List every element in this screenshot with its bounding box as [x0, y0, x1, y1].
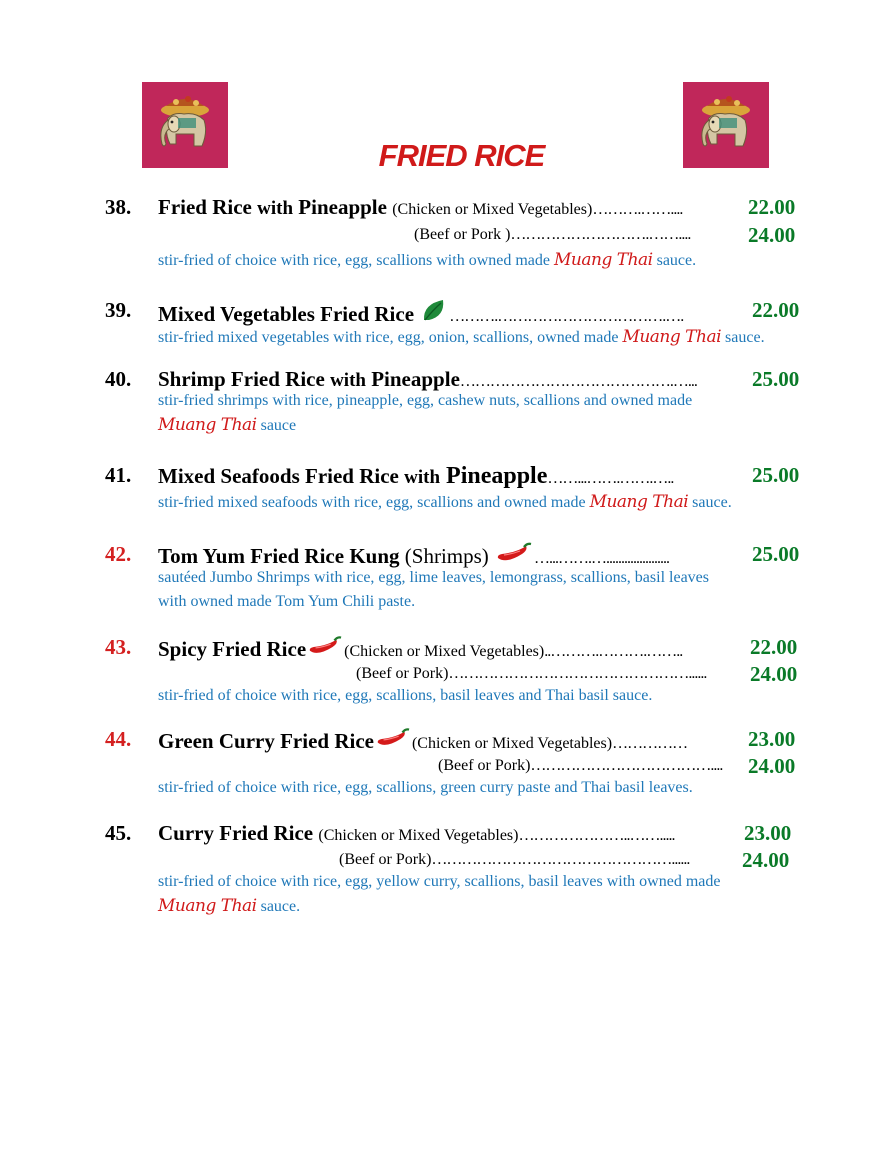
- menu-item-45-option2: (Beef or Pork)…………………………………………...... 24.00: [339, 848, 790, 872]
- menu-item-43-option2: (Beef or Pork)…………………………………………...... 24.00: [356, 662, 798, 686]
- item-number: 41.: [105, 463, 132, 487]
- item-price: 22.00: [748, 195, 796, 219]
- brand-name: Muang Thai: [622, 327, 722, 347]
- item-name: Green Curry Fried Rice: [158, 729, 374, 753]
- menu-item-42: 42. Tom Yum Fried Rice Kung (Shrimps) …...…….…..................... 25.00: [105, 542, 800, 568]
- item-description: stir-fried of choice with rice, egg, scallions, basil leaves and Thai basil sauce.: [158, 687, 653, 704]
- menu-item-39: 39. Mixed Vegetables Fried Rice ……….…………………………….…. 22.00: [105, 298, 800, 326]
- page-title: FRIED RICE: [378, 138, 545, 173]
- brand-name: Muang Thai: [554, 250, 653, 270]
- chili-pepper-icon: [496, 542, 532, 566]
- menu-item-43: 43. Spicy Fried Rice (Chicken or Mixed Vegetables)..……….……….…….. 22.00: [105, 635, 798, 661]
- item-option: (Beef or Pork): [339, 851, 432, 868]
- item-description: stir-fried of choice with rice, egg, scallions, green curry paste and Thai basil leaves.: [158, 779, 693, 796]
- menu-item-45: 45. Curry Fried Rice (Chicken or Mixed Vegetables)…………………..……..... 23.00: [105, 821, 792, 845]
- item-description: stir-fried mixed vegetables with rice, egg, onion, scallions, owned made Muang Thai sauce.: [158, 327, 765, 347]
- item-description: stir-fried mixed seafoods with rice, egg, scallions and owned made Muang Thai sauce.: [158, 492, 732, 512]
- item-price: 25.00: [752, 367, 800, 391]
- item-price: 24.00: [748, 754, 796, 778]
- brand-name: Muang Thai: [158, 415, 257, 435]
- brand-name: Muang Thai: [158, 896, 257, 916]
- item-price: 24.00: [748, 223, 796, 247]
- leaf-icon: [421, 298, 447, 324]
- item-name: Shrimp Fried Rice with Pineapple: [158, 367, 460, 391]
- item-price: 24.00: [750, 662, 798, 686]
- item-description: sautéed Jumbo Shrimps with rice, egg, lime leaves, lemongrass, scallions, basil leaves with owned made Tom Yum Chili paste.: [158, 569, 709, 610]
- item-price: 23.00: [748, 727, 796, 751]
- item-option: (Beef or Pork): [438, 757, 531, 774]
- item-price: 22.00: [750, 635, 798, 659]
- menu-item-38: 38. Fried Rice with Pineapple (Chicken or Mixed Vegetables)……….…….... 22.00: [105, 195, 796, 219]
- item-price: 22.00: [752, 298, 800, 322]
- item-price: 23.00: [744, 821, 792, 845]
- menu-item-38-option2: (Beef or Pork )……………………….…….... 24.00: [414, 223, 796, 247]
- item-name: Mixed Seafoods Fried Rice with Pineapple: [158, 463, 548, 489]
- item-name: Curry Fried Rice: [158, 821, 314, 845]
- item-number: 44.: [105, 727, 132, 751]
- item-option: (Beef or Pork): [356, 665, 449, 682]
- item-number: 45.: [105, 821, 132, 845]
- item-option: (Chicken or Mixed Vegetables): [411, 735, 613, 752]
- item-name: Spicy Fried Rice: [158, 637, 307, 661]
- menu-item-44-option2: (Beef or Pork)……………………………….... 24.00: [438, 754, 796, 778]
- item-name: Fried Rice with Pineapple: [158, 195, 387, 219]
- item-price: 24.00: [742, 848, 790, 872]
- chili-pepper-icon: [308, 635, 342, 659]
- item-number: 40.: [105, 367, 132, 391]
- item-option: (Beef or Pork ): [414, 226, 511, 243]
- item-price: 25.00: [752, 463, 800, 487]
- chili-pepper-icon: [376, 727, 410, 751]
- item-description: stir-fried of choice with rice, egg, scallions with owned made Muang Thai sauce.: [158, 250, 697, 270]
- item-option: (Shrimps): [404, 544, 489, 568]
- menu-item-40: 40. Shrimp Fried Rice with Pineapple…………………………………….…... 25.00: [105, 367, 800, 391]
- item-option: (Chicken or Mixed Vegetables): [318, 827, 519, 844]
- item-name: Tom Yum Fried Rice Kung: [158, 544, 400, 568]
- item-name: Mixed Vegetables Fried Rice: [158, 302, 415, 326]
- item-option: (Chicken or Mixed Vegetables): [344, 643, 545, 660]
- menu-item-44: 44. Green Curry Fried Rice (Chicken or Mixed Vegetables)…………… 23.00: [105, 727, 796, 753]
- brand-name: Muang Thai: [589, 492, 689, 512]
- item-number: 38.: [105, 195, 132, 219]
- item-description: stir-fried of choice with rice, egg, yellow curry, scallions, basil leaves with owned made Muang Thai sauce.: [158, 873, 721, 916]
- item-description: stir-fried shrimps with rice, pineapple, egg, cashew nuts, scallions and owned made Muang Thai sauce: [158, 392, 693, 435]
- item-number: 42.: [105, 542, 132, 566]
- menu-item-41: 41. Mixed Seafoods Fried Rice with Pineapple……...…….…….….. 25.00: [105, 463, 800, 489]
- item-number: 39.: [105, 298, 132, 322]
- item-option: (Chicken or Mixed Vegetables): [392, 201, 593, 218]
- item-number: 43.: [105, 635, 132, 659]
- item-price: 25.00: [752, 542, 800, 566]
